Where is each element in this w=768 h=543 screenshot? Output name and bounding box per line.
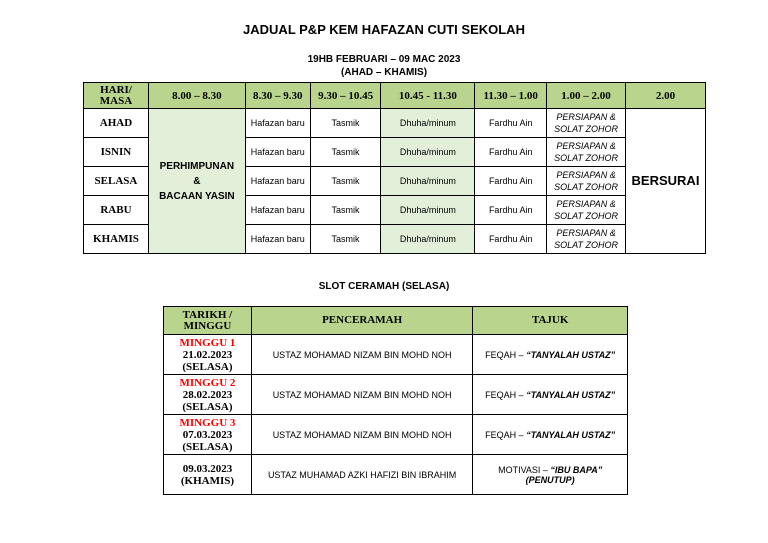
tasmik-cell: Tasmik [310, 225, 381, 254]
week-label: MINGGU 2 [179, 376, 236, 389]
zohor-cell: PERSIAPAN & SOLAT ZOHOR [547, 109, 626, 138]
page-title: JADUAL P&P KEM HAFAZAN CUTI SEKOLAH [243, 22, 525, 37]
ceramah-table [163, 306, 628, 495]
col-header: 2.00 [625, 83, 705, 109]
day-label: (KHAMIS) [180, 474, 235, 487]
dhuha-cell: Dhuha/minum [381, 196, 475, 225]
speaker-cell: USTAZ MOHAMAD NIZAM BIN MOHD NOH [251, 375, 472, 415]
date-label: 21.02.2023 [182, 348, 233, 361]
col-header: 8.00 – 8.30 [148, 83, 245, 109]
zohor-cell: PERSIAPAN & SOLAT ZOHOR [547, 225, 626, 254]
zohor-cell: PERSIAPAN & SOLAT ZOHOR [547, 138, 626, 167]
topic-cell [473, 455, 628, 495]
zohor-cell: PERSIAPAN & SOLAT ZOHOR [547, 196, 626, 225]
col-header: HARI/ MASA [84, 83, 149, 109]
assembly-line: & [193, 175, 201, 187]
table-row [164, 415, 628, 455]
hafazan-cell: Hafazan baru [245, 225, 310, 254]
day-cell: AHAD [84, 109, 149, 138]
col-header: 9.30 – 10.45 [310, 83, 381, 109]
day-cell: RABU [84, 196, 149, 225]
dhuha-cell: Dhuha/minum [381, 138, 475, 167]
table-row [164, 455, 628, 495]
assembly-line: BACAAN YASIN [159, 190, 235, 202]
date-cell [164, 335, 252, 375]
dhuha-cell: Dhuha/minum [381, 167, 475, 196]
date-label: 07.03.2023 [182, 428, 233, 441]
schedule-header-row [84, 83, 706, 109]
date-cell [164, 415, 252, 455]
col-header: 8.30 – 9.30 [245, 83, 310, 109]
date-label: 09.03.2023 [182, 462, 233, 475]
assembly-cell [148, 109, 245, 254]
topic-title: “TANYALAH USTAZ” [526, 389, 616, 400]
day-cell: KHAMIS [84, 225, 149, 254]
fardhu-ain-cell: Fardhu Ain [475, 196, 547, 225]
fardhu-ain-cell: Fardhu Ain [475, 138, 547, 167]
topic-title: “IBU BAPA” [550, 464, 603, 475]
dismiss-cell: BERSURAI [625, 109, 705, 254]
ceramah-header-row [164, 307, 628, 335]
speaker-cell: USTAZ MOHAMAD NIZAM BIN MOHD NOH [251, 415, 472, 455]
hafazan-cell: Hafazan baru [245, 167, 310, 196]
day-label: (SELASA) [182, 400, 233, 413]
col-header: 10.45 - 11.30 [381, 83, 475, 109]
dhuha-cell: Dhuha/minum [381, 109, 475, 138]
topic-title: “TANYALAH USTAZ” [526, 429, 616, 440]
speaker-cell: USTAZ MOHAMAD NIZAM BIN MOHD NOH [251, 335, 472, 375]
col-header: 11.30 – 1.00 [475, 83, 547, 109]
week-label: MINGGU 3 [179, 416, 236, 429]
topic-prefix: FEQAH – [485, 349, 527, 360]
week-label: MINGGU 1 [179, 336, 236, 349]
day-label: (SELASA) [182, 360, 233, 373]
col-header: 1.00 – 2.00 [547, 83, 626, 109]
zohor-cell: PERSIAPAN & SOLAT ZOHOR [547, 167, 626, 196]
tasmik-cell: Tasmik [310, 109, 381, 138]
days-range: (AHAD – KHAMIS) [340, 67, 428, 78]
col-header: PENCERAMAH [251, 307, 472, 335]
fardhu-ain-cell: Fardhu Ain [475, 167, 547, 196]
hafazan-cell: Hafazan baru [245, 138, 310, 167]
topic-cell [473, 335, 628, 375]
day-cell: SELASA [84, 167, 149, 196]
hafazan-cell: Hafazan baru [245, 109, 310, 138]
ceramah-title: SLOT CERAMAH (SELASA) [318, 281, 450, 292]
topic-prefix: FEQAH – [485, 429, 527, 440]
schedule-table [83, 82, 706, 254]
topic-cell [473, 415, 628, 455]
tasmik-cell: Tasmik [310, 138, 381, 167]
date-cell [164, 375, 252, 415]
topic-prefix: MOTIVASI – [498, 464, 551, 475]
topic-suffix: (PENUTUP) [525, 474, 575, 485]
table-row [164, 335, 628, 375]
hafazan-cell: Hafazan baru [245, 196, 310, 225]
topic-cell [473, 375, 628, 415]
day-label: (SELASA) [182, 440, 233, 453]
topic-title: “TANYALAH USTAZ” [526, 349, 616, 360]
assembly-line: PERHIMPUNAN [159, 160, 235, 172]
dhuha-cell: Dhuha/minum [381, 225, 475, 254]
day-cell: ISNIN [84, 138, 149, 167]
date-range: 19HB FEBRUARI – 09 MAC 2023 [307, 54, 461, 65]
fardhu-ain-cell: Fardhu Ain [475, 225, 547, 254]
col-header: TARIKH / MINGGU [164, 307, 252, 335]
date-label: 28.02.2023 [182, 388, 233, 401]
speaker-cell: USTAZ MUHAMAD AZKI HAFIZI BIN IBRAHIM [251, 455, 472, 495]
col-header: TAJUK [473, 307, 628, 335]
table-row [164, 375, 628, 415]
fardhu-ain-cell: Fardhu Ain [475, 109, 547, 138]
date-cell [164, 455, 252, 495]
table-row [84, 109, 706, 138]
tasmik-cell: Tasmik [310, 167, 381, 196]
topic-prefix: FEQAH – [485, 389, 527, 400]
tasmik-cell: Tasmik [310, 196, 381, 225]
